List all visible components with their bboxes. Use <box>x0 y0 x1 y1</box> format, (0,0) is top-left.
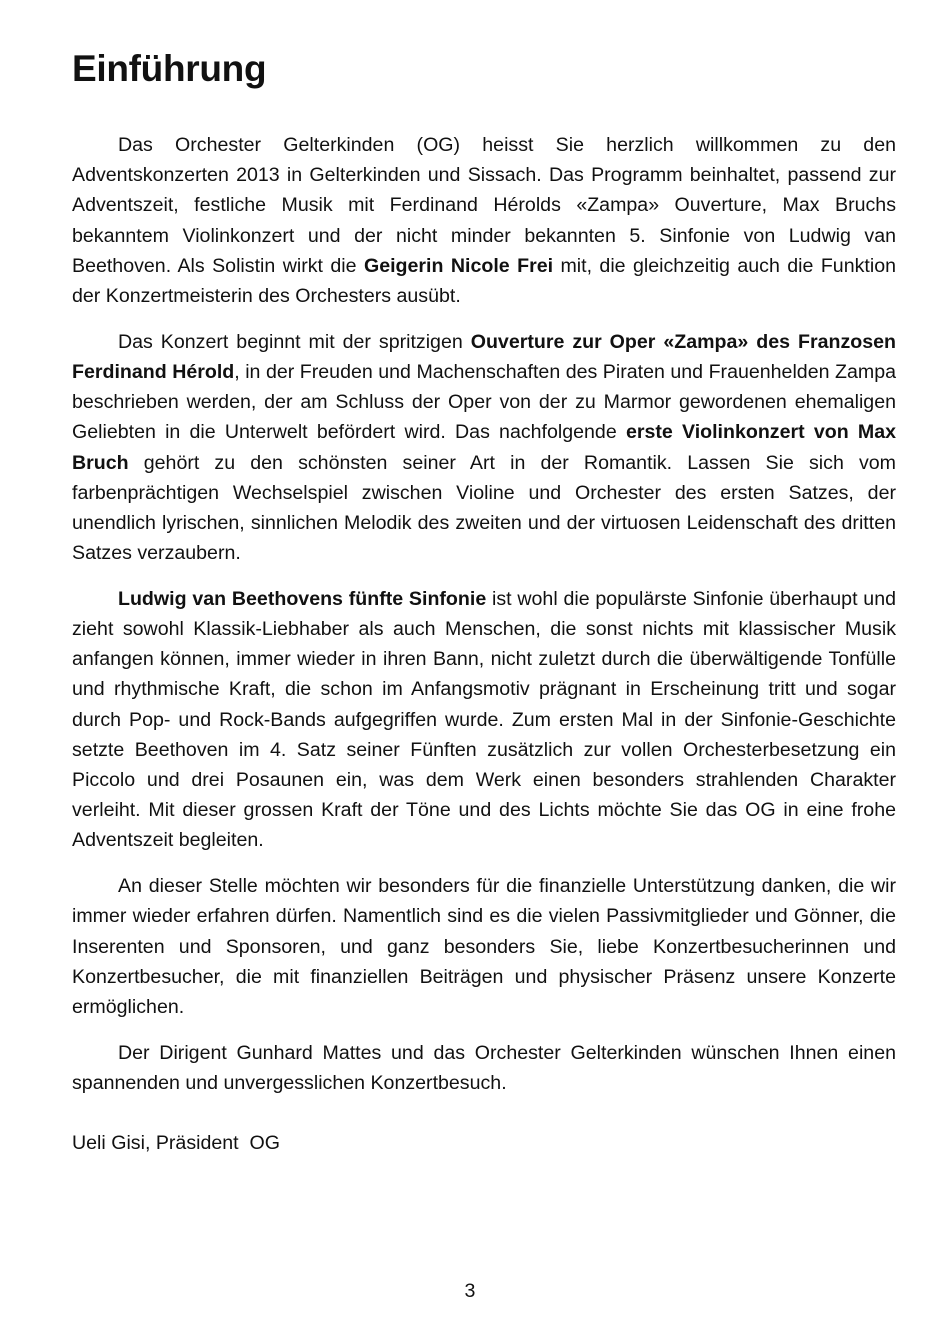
paragraph-closing <box>72 1038 896 1098</box>
text: An dieser Stelle möchten wir besonders für die finanzielle Unterstützung danken, die wir immer wieder erfahren dürfen. Namentlich sind es die vielen Passivmitglieder und Gönner, die Inserenten und Sponsoren, und ganz besonders Sie, liebe Konzertbesucherinnen und Konzertbesucher, die mit finanziellen Beiträgen und physischer Präsenz unsere Konzerte ermöglichen. <box>72 875 896 1018</box>
text: , in der Freuden und Machenschaften des Piraten und Frauenhelden Zampa beschrieben werden, der am Schluss der Oper von der zu Marmor gewordenen ehemaligen Geliebten in die Unterwelt befördert wird. Das nachfolgende <box>72 360 896 444</box>
text: Das Orchester Gelterkinden (OG) heisst Sie herzlich willkommen zu den Adventskonzerten 2013 in Gelterkinden und Sissach. Das Programm beinhaltet, passend zur Adventszeit, festliche Musik mit Ferdinand Hérolds «Zampa» Ouverture, Max Bruchs bekanntem Violinkonzert und der nicht minder bekannten 5. Sinfonie von Ludwig van Beethoven. Als Solistin wirkt die <box>72 134 896 277</box>
bold-text: Geigerin Nicole Frei <box>363 254 554 277</box>
text: Der Dirigent Gunhard Mattes und das Orchester Gelterkinden wünschen Ihnen einen spannenden und unvergesslichen Konzertbesuch. <box>72 1041 896 1094</box>
text: Das Konzert beginnt mit der spritzigen <box>118 330 471 353</box>
page-title: Einführung <box>72 48 267 89</box>
text: ist wohl die populärste Sinfonie überhaupt und zieht sowohl Klassik-Liebhaber als auch Menschen, die sonst nichts mit klassischer Musik anfangen können, immer wieder in ihren Bann, nicht zuletzt durch die überwältigende Tonfülle und rhythmische Kraft, die schon im Anfangsmotiv prägnant in Erscheinung tritt und sogar durch Pop- und Rock-Bands aufgegriffen wurde. Zum ersten Mal in der Sinfonie-Geschichte setzte Beethoven im 4. Satz seiner Fünften zusätzlich zur vollen Orchesterbesetzung ein Piccolo und drei Posaunen ein, was dem Werk einen besonders strahlenden Charakter verleiht. Mit dieser grossen Kraft der Töne und des Lichts möchte Sie das OG in eine frohe Adventszeit begleiten. <box>72 587 896 852</box>
bold-text: Ouverture zur Oper «Zampa» des Franzosen Ferdinand Hérold <box>72 330 896 383</box>
text: mit, die gleichzeitig auch die Funktion der Konzertmeisterin des Orchesters ausübt. <box>72 254 896 308</box>
bold-text: Ludwig van Beethovens fünfte Sinfonie <box>118 587 487 610</box>
paragraph-program <box>72 327 896 569</box>
bold-text: erste Violinkonzert von Max Bruch <box>72 421 896 474</box>
paragraph-welcome <box>72 130 896 311</box>
paragraph-thanks <box>72 871 896 1022</box>
paragraph-beethoven <box>72 584 896 856</box>
text: gehört zu den schönsten seiner Art in der Romantik. Lassen Sie sich vom farbenprächtigen Wechselspiel zwischen Violine und Orchester des ersten Satzes, der unendlich lyrischen, sinnlichen Melodik des zweiten und der virtuosen Leidenschaft des dritten Satzes verzaubern. <box>72 451 896 565</box>
document-body <box>72 130 896 1174</box>
page-number: 3 <box>464 1280 476 1302</box>
signature: Ueli Gisi, Präsident OG <box>72 1132 280 1155</box>
